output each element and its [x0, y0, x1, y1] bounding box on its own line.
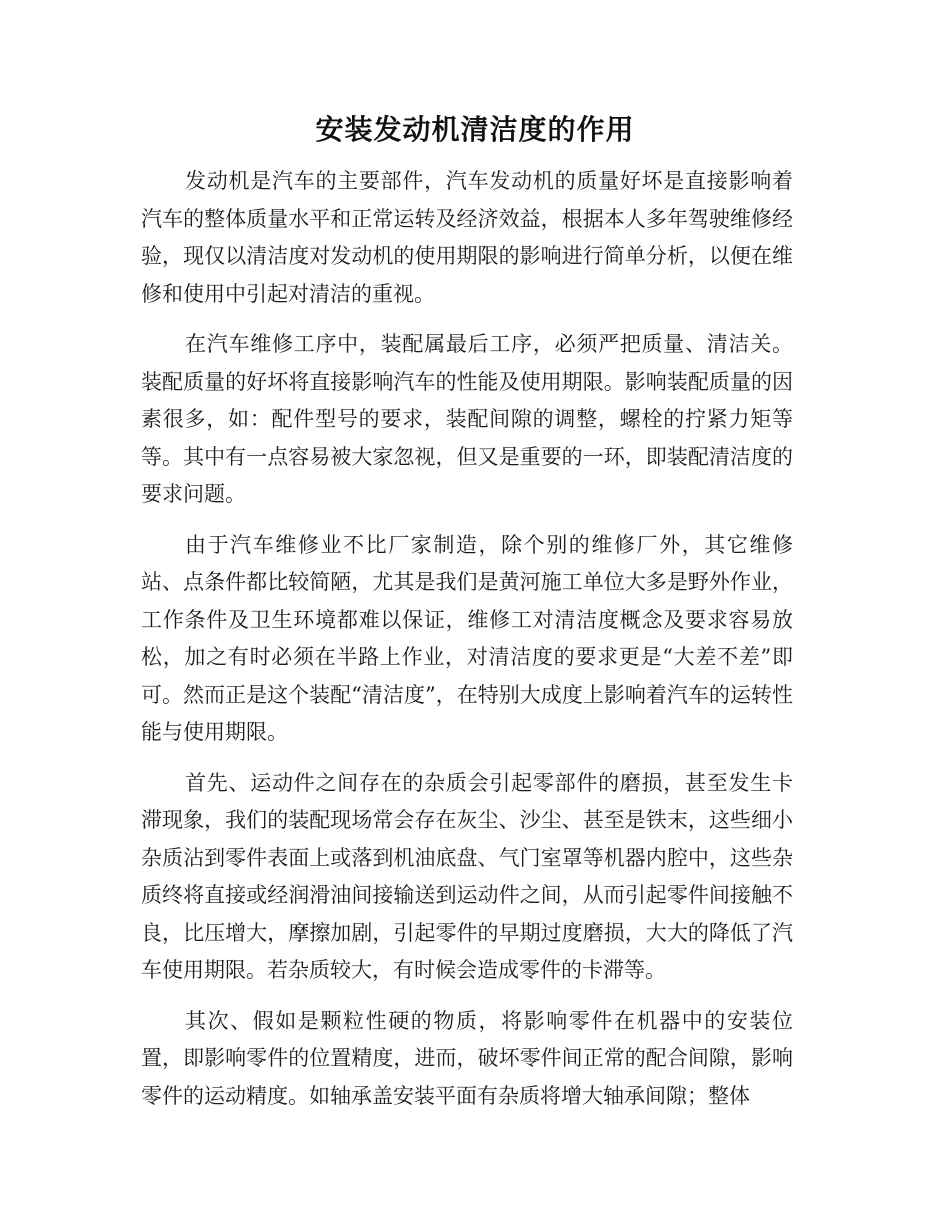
paragraph-1: 发动机是汽车的主要部件，汽车发动机的质量好坏是直接影响着汽车的整体质量水平和正常运转及经济效益，根据本人多年驾驶维修经验，现仅以清洁度对发动机的使用期限的影响进行简单分析，以便在维修和使用中引起对清洁的重视。 — [141, 169, 793, 306]
paragraph-2: 在汽车维修工序中，装配属最后工序，必须严把质量、清洁关。装配质量的好坏将直接影响汽车的性能及使用期限。影响装配质量的因素很多，如：配件型号的要求，装配间隙的调整，螺栓的拧紧力矩等等。其中有一点容易被大家忽视，但又是重要的一环，即装配清洁度的要求问题。 — [141, 332, 793, 506]
document-body — [141, 163, 793, 1128]
paragraph-3: 由于汽车维修业不比厂家制造，除个别的维修厂外，其它维修站、点条件都比较简陋，尤其是我们是黄河施工单位大多是野外作业，工作条件及卫生环境都难以保证，维修工对清洁度概念及要求容易放松，加之有时必须在半路上作业，对清洁度的要求更是“大差不差”即可。然而正是这个装配“清洁度”，在特别大成度上影响着汽车的运转性能与使用期限。 — [141, 532, 793, 744]
document-title: 安装发动机清洁度的作用 — [315, 113, 635, 146]
paragraph-5: 其次、假如是颗粒性硬的物质，将影响零件在机器中的安装位置，即影响零件的位置精度，进而，破坏零件间正常的配合间隙，影响零件的运动精度。如轴承盖安装平面有杂质将增大轴承间隙；整体 — [141, 1008, 793, 1108]
paragraph-4: 首先、运动件之间存在的杂质会引起零部件的磨损，甚至发生卡滞现象，我们的装配现场常会存在灰尘、沙尘、甚至是铁末，这些细小杂质沾到零件表面上或落到机油底盘、气门室罩等机器内腔中，这些杂质终将直接或经润滑油间接输送到运动件之间，从而引起零件间接触不良，比压增大，摩擦加剧，引起零件的早期过度磨损，大大的降低了汽车使用期限。若杂质较大，有时候会造成零件的卡滞等。 — [141, 770, 793, 982]
